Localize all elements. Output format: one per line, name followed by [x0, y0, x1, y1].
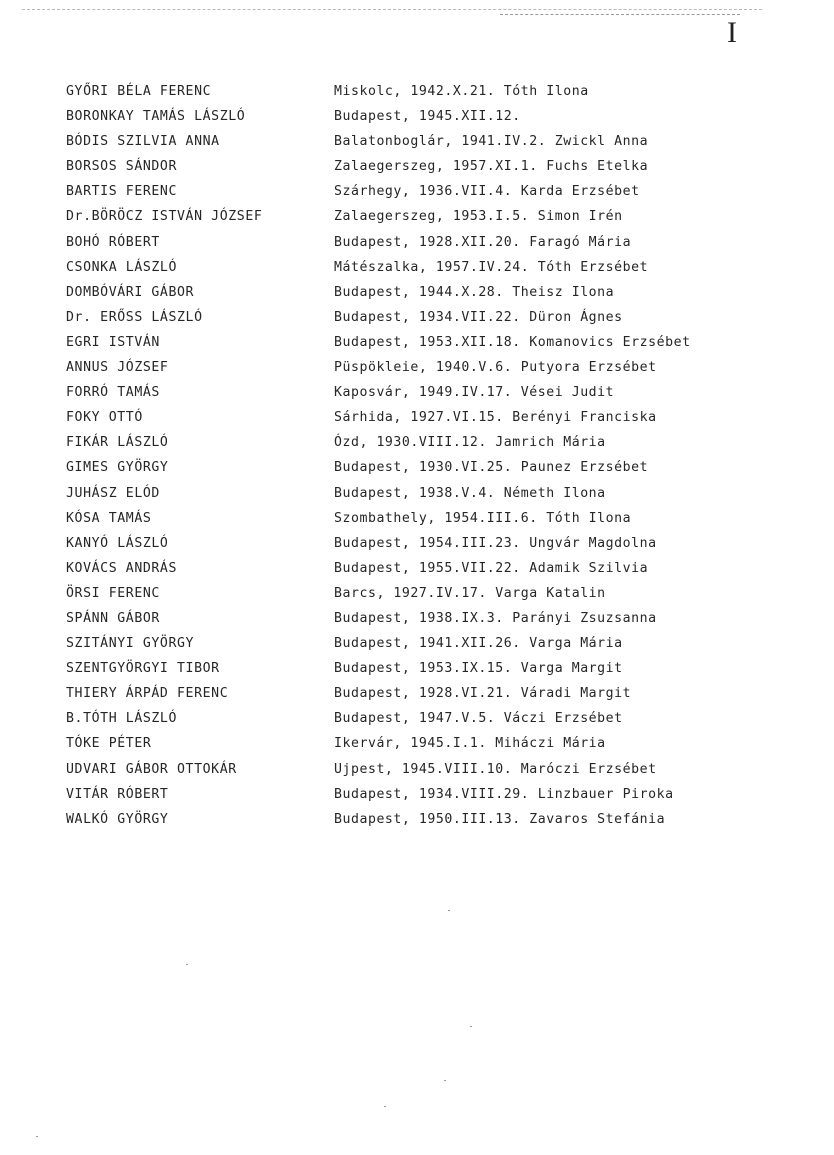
page-marker: I — [727, 16, 737, 49]
person-name: BORSOS SÁNDOR — [66, 159, 178, 175]
list-item — [0, 607, 834, 632]
person-name: CSONKA LÁSZLÓ — [66, 259, 178, 275]
person-name: BÓDIS SZILVIA ANNA — [66, 134, 220, 150]
birth-details: Budapest, 1953.IX.15. Varga Margit — [334, 661, 623, 677]
birth-details: Budapest, 1938.V.4. Németh Ilona — [334, 485, 606, 501]
list-item — [0, 482, 834, 507]
list-item — [0, 808, 834, 833]
birth-details: Ujpest, 1945.VIII.10. Maróczi Erzsébet — [334, 761, 657, 777]
person-name: SPÁNN GÁBOR — [66, 610, 160, 626]
person-name: THIERY ÁRPÁD FERENC — [66, 686, 229, 702]
person-name: ÖRSI FERENC — [66, 585, 160, 601]
person-name: WALKÓ GYÖRGY — [66, 811, 169, 827]
person-name: KÓSA TAMÁS — [66, 510, 152, 526]
birth-details: Szombathely, 1954.III.6. Tóth Ilona — [334, 510, 632, 526]
birth-details: Budapest, 1934.VII.22. Düron Ágnes — [334, 309, 623, 325]
birth-details: Budapest, 1947.V.5. Váczi Erzsébet — [334, 711, 623, 727]
birth-details: Budapest, 1955.VII.22. Adamik Szilvia — [334, 560, 649, 576]
birth-details: Ózd, 1930.VIII.12. Jamrich Mária — [334, 435, 606, 451]
person-name: BOHÓ RÓBERT — [66, 234, 160, 250]
birth-details: Zalaegerszeg, 1957.XI.1. Fuchs Etelka — [334, 159, 649, 175]
birth-details: Mátészalka, 1957.IV.24. Tóth Erzsébet — [334, 259, 649, 275]
list-item — [0, 783, 834, 808]
person-name: BORONKAY TAMÁS LÁSZLÓ — [66, 109, 246, 125]
list-item — [0, 331, 834, 356]
list-item — [0, 582, 834, 607]
list-item — [0, 80, 834, 105]
person-name: Dr.BÖRÖCZ ISTVÁN JÓZSEF — [66, 209, 263, 225]
birth-details: Budapest, 1954.III.23. Ungvár Magdolna — [334, 535, 657, 551]
person-name: FORRÓ TAMÁS — [66, 385, 160, 401]
list-item — [0, 507, 834, 532]
person-name: UDVARI GÁBOR OTTOKÁR — [66, 761, 237, 777]
person-name: JUHÁSZ ELÓD — [66, 485, 160, 501]
list-item — [0, 732, 834, 757]
person-name: DOMBÓVÁRI GÁBOR — [66, 284, 195, 300]
birth-details: Budapest, 1928.XII.20. Faragó Mária — [334, 234, 632, 250]
birth-details: Budapest, 1950.III.13. Zavaros Stefánia — [334, 811, 666, 827]
list-item — [0, 205, 834, 230]
person-name: Dr. ERŐSS LÁSZLÓ — [66, 309, 203, 325]
list-item — [0, 456, 834, 481]
list-item — [0, 758, 834, 783]
list-item — [0, 356, 834, 381]
birth-details: Sárhida, 1927.VI.15. Berényi Franciska — [334, 410, 657, 426]
birth-details: Budapest, 1938.IX.3. Parányi Zsuzsanna — [334, 610, 657, 626]
person-name: VITÁR RÓBERT — [66, 786, 169, 802]
birth-details: Püspökleie, 1940.V.6. Putyora Erzsébet — [334, 360, 657, 376]
birth-details: Budapest, 1934.VIII.29. Linzbauer Piroka — [334, 786, 674, 802]
birth-details: Barcs, 1927.IV.17. Varga Katalin — [334, 585, 606, 601]
list-item — [0, 281, 834, 306]
list-item — [0, 256, 834, 281]
list-item — [0, 381, 834, 406]
person-name: EGRI ISTVÁN — [66, 334, 160, 350]
person-name: GIMES GYÖRGY — [66, 460, 169, 476]
person-name: SZENTGYÖRGYI TIBOR — [66, 661, 220, 677]
scan-artifact-line — [22, 9, 762, 10]
list-item — [0, 682, 834, 707]
birth-details: Budapest, 1953.XII.18. Komanovics Erzsébet — [334, 334, 691, 350]
birth-details: Szárhegy, 1936.VII.4. Karda Erzsébet — [334, 184, 640, 200]
birth-details: Miskolc, 1942.X.21. Tóth Ilona — [334, 84, 589, 99]
scan-artifact-line — [500, 14, 740, 15]
list-item — [0, 130, 834, 155]
person-name: B.TÓTH LÁSZLÓ — [66, 711, 178, 727]
list-item — [0, 406, 834, 431]
list-item — [0, 632, 834, 657]
person-name: KOVÁCS ANDRÁS — [66, 560, 178, 576]
person-list — [0, 80, 834, 833]
birth-details: Budapest, 1930.VI.25. Paunez Erzsébet — [334, 460, 649, 476]
birth-details: Balatonboglár, 1941.IV.2. Zwickl Anna — [334, 134, 649, 150]
list-item — [0, 105, 834, 130]
birth-details: Budapest, 1944.X.28. Theisz Ilona — [334, 284, 615, 300]
birth-details: Ikervár, 1945.I.1. Miháczi Mária — [334, 736, 606, 752]
list-item — [0, 231, 834, 256]
list-item — [0, 306, 834, 331]
list-item — [0, 657, 834, 682]
list-item — [0, 557, 834, 582]
person-name: FIKÁR LÁSZLÓ — [66, 435, 169, 451]
person-name: BARTIS FERENC — [66, 184, 178, 200]
birth-details: Zalaegerszeg, 1953.I.5. Simon Irén — [334, 209, 623, 225]
list-item — [0, 431, 834, 456]
person-name: ANNUS JÓZSEF — [66, 360, 169, 376]
person-name: TÓKE PÉTER — [66, 736, 152, 752]
list-item — [0, 532, 834, 557]
birth-details: Kaposvár, 1949.IV.17. Vései Judit — [334, 385, 615, 401]
list-item — [0, 180, 834, 205]
person-name: SZITÁNYI GYÖRGY — [66, 636, 195, 652]
person-name: KANYÓ LÁSZLÓ — [66, 535, 169, 551]
birth-details: Budapest, 1945.XII.12. — [334, 109, 521, 125]
list-item — [0, 707, 834, 732]
person-name: FOKY OTTÓ — [66, 410, 143, 426]
person-name: GYŐRI BÉLA FERENC — [66, 84, 212, 99]
birth-details: Budapest, 1941.XII.26. Varga Mária — [334, 636, 623, 652]
list-item — [0, 155, 834, 180]
birth-details: Budapest, 1928.VI.21. Váradi Margit — [334, 686, 632, 702]
